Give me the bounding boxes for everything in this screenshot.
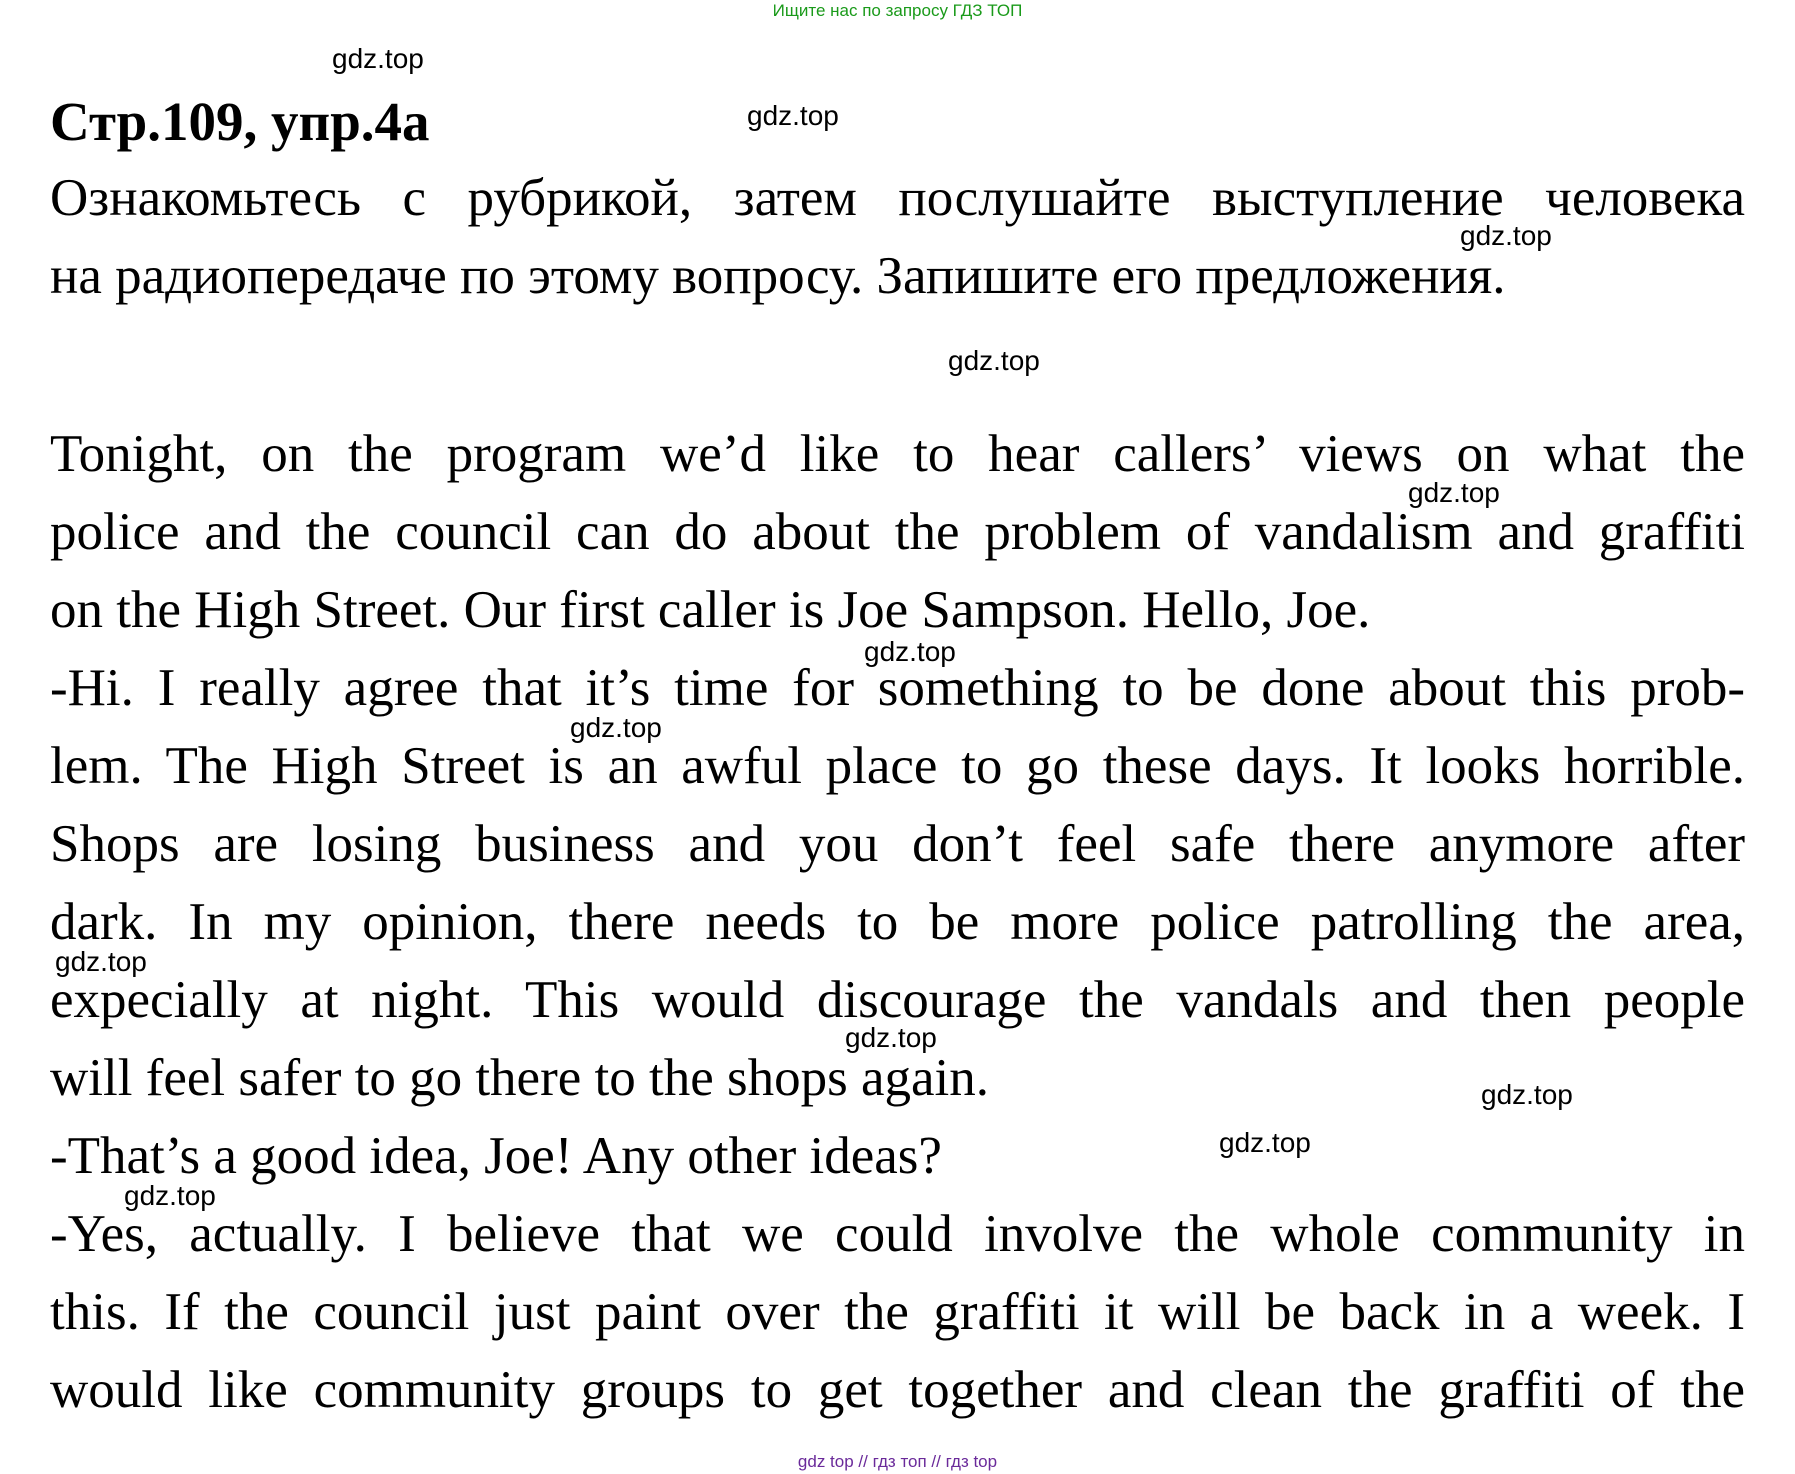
top-banner: Ищите нас по запросу ГДЗ ТОП [772, 1, 1023, 20]
text-line: expecially at night. This would discourage the vandals and then people [50, 971, 1745, 1029]
text-line: Shops are losing business and you don’t feel safe there anymore after [50, 815, 1745, 873]
text-line: -That’s a good idea, Joe! Any other ideas? [50, 1127, 942, 1185]
text-line: police and the council can do about the problem of vandalism and graffiti [50, 503, 1745, 561]
footer: gdz top // гдз топ // гдз top [797, 1452, 998, 1471]
text-line: dark. In my opinion, there needs to be more police patrolling the area, [50, 893, 1745, 951]
watermark: gdz.top [1408, 477, 1500, 508]
text-line: -Yes, actually. I believe that we could involve the whole community in [50, 1205, 1745, 1263]
watermark: gdz.top [1460, 220, 1552, 251]
page-title: Стр.109, упр.4a [50, 91, 430, 152]
watermark: gdz.top [747, 100, 839, 131]
watermark: gdz.top [332, 43, 424, 74]
instruction-line: на радиопередаче по этому вопросу. Запишите его предложения. [50, 247, 1506, 305]
watermark: gdz.top [570, 712, 662, 743]
text-line: Tonight, on the program we’d like to hear callers’ views on what the [50, 425, 1745, 483]
watermark: gdz.top [1481, 1079, 1573, 1110]
watermark: gdz.top [948, 345, 1040, 376]
instruction-line: Ознакомьтесь с рубрикой, затем послушайте выступление человека [50, 169, 1745, 227]
text-line: will feel safer to go there to the shops again. [50, 1049, 989, 1107]
text-line: would like community groups to get together and clean the graffiti of the [50, 1361, 1745, 1419]
text-line: on the High Street. Our first caller is Joe Sampson. Hello, Joe. [50, 581, 1371, 639]
text-line: -Hi. I really agree that it’s time for something to be done about this prob- [50, 659, 1745, 717]
watermark: gdz.top [845, 1022, 937, 1053]
text-line: lem. The High Street is an awful place to go these days. It looks horrible. [50, 737, 1745, 795]
watermark: gdz.top [864, 636, 956, 667]
text-line: this. If the council just paint over the graffiti it will be back in a week. I [50, 1283, 1745, 1341]
watermark: gdz.top [55, 946, 147, 977]
watermark: gdz.top [1219, 1127, 1311, 1158]
watermark: gdz.top [124, 1180, 216, 1211]
